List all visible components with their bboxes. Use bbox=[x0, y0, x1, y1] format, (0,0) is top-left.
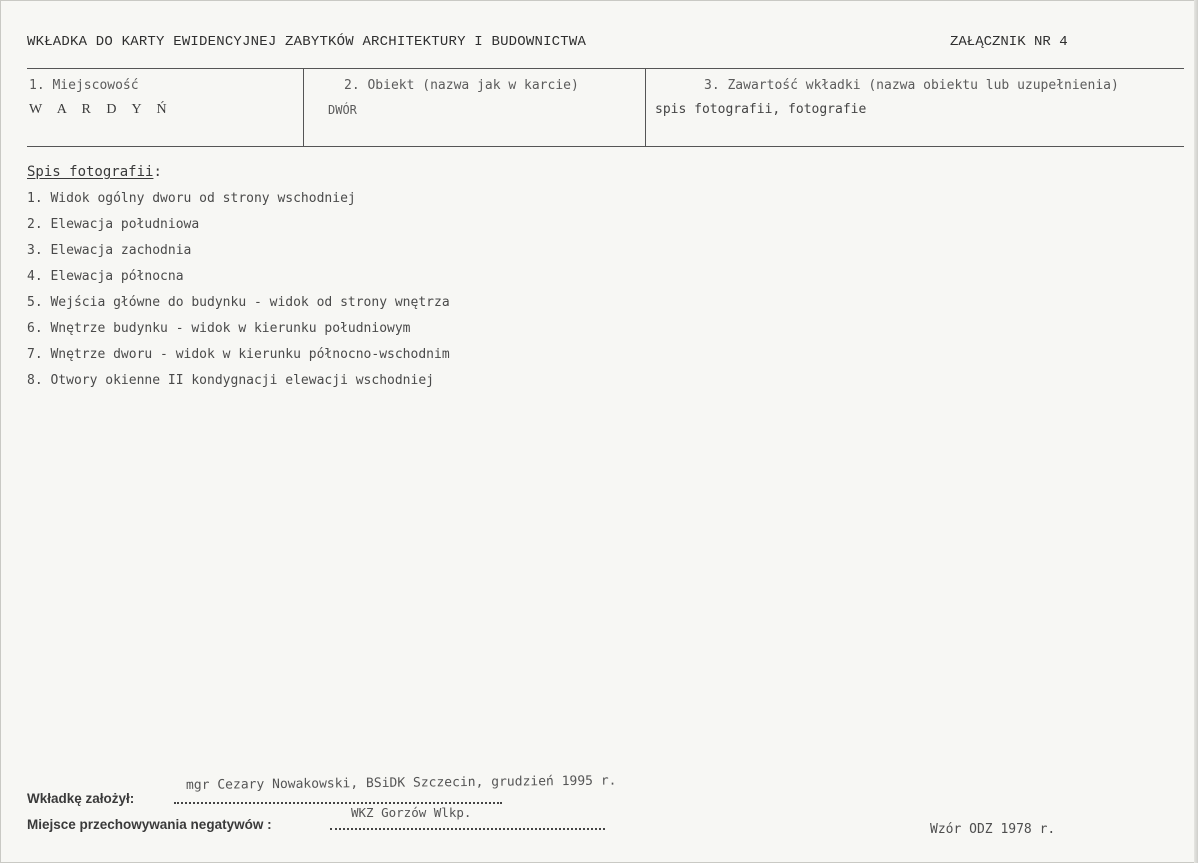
list-item: 8. Otwory okienne II kondygnacji elewacji wschodniej bbox=[27, 373, 434, 388]
list-item: 4. Elewacja północna bbox=[27, 269, 184, 284]
list-item: 2. Elewacja południowa bbox=[27, 217, 200, 232]
locality-value: W A R D Y Ń bbox=[29, 102, 173, 117]
list-item: 7. Wnętrze dworu - widok w kierunku północno-wschodnim bbox=[27, 347, 450, 362]
content-label: 3. Zawartość wkładki (nazwa obiektu lub uzupełnienia) bbox=[704, 78, 1119, 93]
founded-by-label: Wkładkę założył: bbox=[27, 791, 135, 806]
form-pattern-id: Wzór ODZ 1978 r. bbox=[930, 822, 1056, 837]
document-title: WKŁADKA DO KARTY EWIDENCYJNEJ ZABYTKÓW ARCHITEKTURY I BUDOWNICTWA bbox=[27, 34, 587, 50]
locality-label: 1. Miejscowość bbox=[29, 78, 139, 93]
photo-list-heading bbox=[27, 164, 162, 180]
table-bottom-border bbox=[27, 146, 1184, 147]
list-item: 5. Wejścia główne do budynku - widok od strony wnętrza bbox=[27, 295, 450, 310]
list-item: 3. Elewacja zachodnia bbox=[27, 243, 192, 258]
negatives-location-value: WKZ Gorzów Wlkp. bbox=[351, 805, 472, 820]
content-value: spis fotografii, fotografie bbox=[655, 102, 867, 117]
object-value: DWÓR bbox=[328, 103, 357, 117]
photo-list bbox=[27, 189, 450, 397]
annex-number: ZAŁĄCZNIK NR 4 bbox=[950, 34, 1068, 50]
photo-list-heading-colon: : bbox=[153, 164, 162, 180]
object-label: 2. Obiekt (nazwa jak w karcie) bbox=[344, 78, 579, 93]
list-item: 6. Wnętrze budynku - widok w kierunku południowym bbox=[27, 321, 411, 336]
founded-by-dotted-line bbox=[174, 802, 502, 804]
table-top-border bbox=[27, 68, 1184, 69]
founded-by-value: mgr Cezary Nowakowski, BSiDK Szczecin, grudzień 1995 r. bbox=[185, 773, 617, 793]
negatives-location-dotted-line bbox=[330, 828, 605, 830]
list-item: 1. Widok ogólny dworu od strony wschodniej bbox=[27, 191, 356, 206]
column-divider-2 bbox=[645, 68, 646, 147]
column-divider-1 bbox=[303, 68, 304, 147]
negatives-location-label: Miejsce przechowywania negatywów : bbox=[27, 817, 272, 832]
card-edge-shadow bbox=[1194, 0, 1198, 863]
photo-list-heading-text: Spis fotografii bbox=[27, 164, 154, 180]
